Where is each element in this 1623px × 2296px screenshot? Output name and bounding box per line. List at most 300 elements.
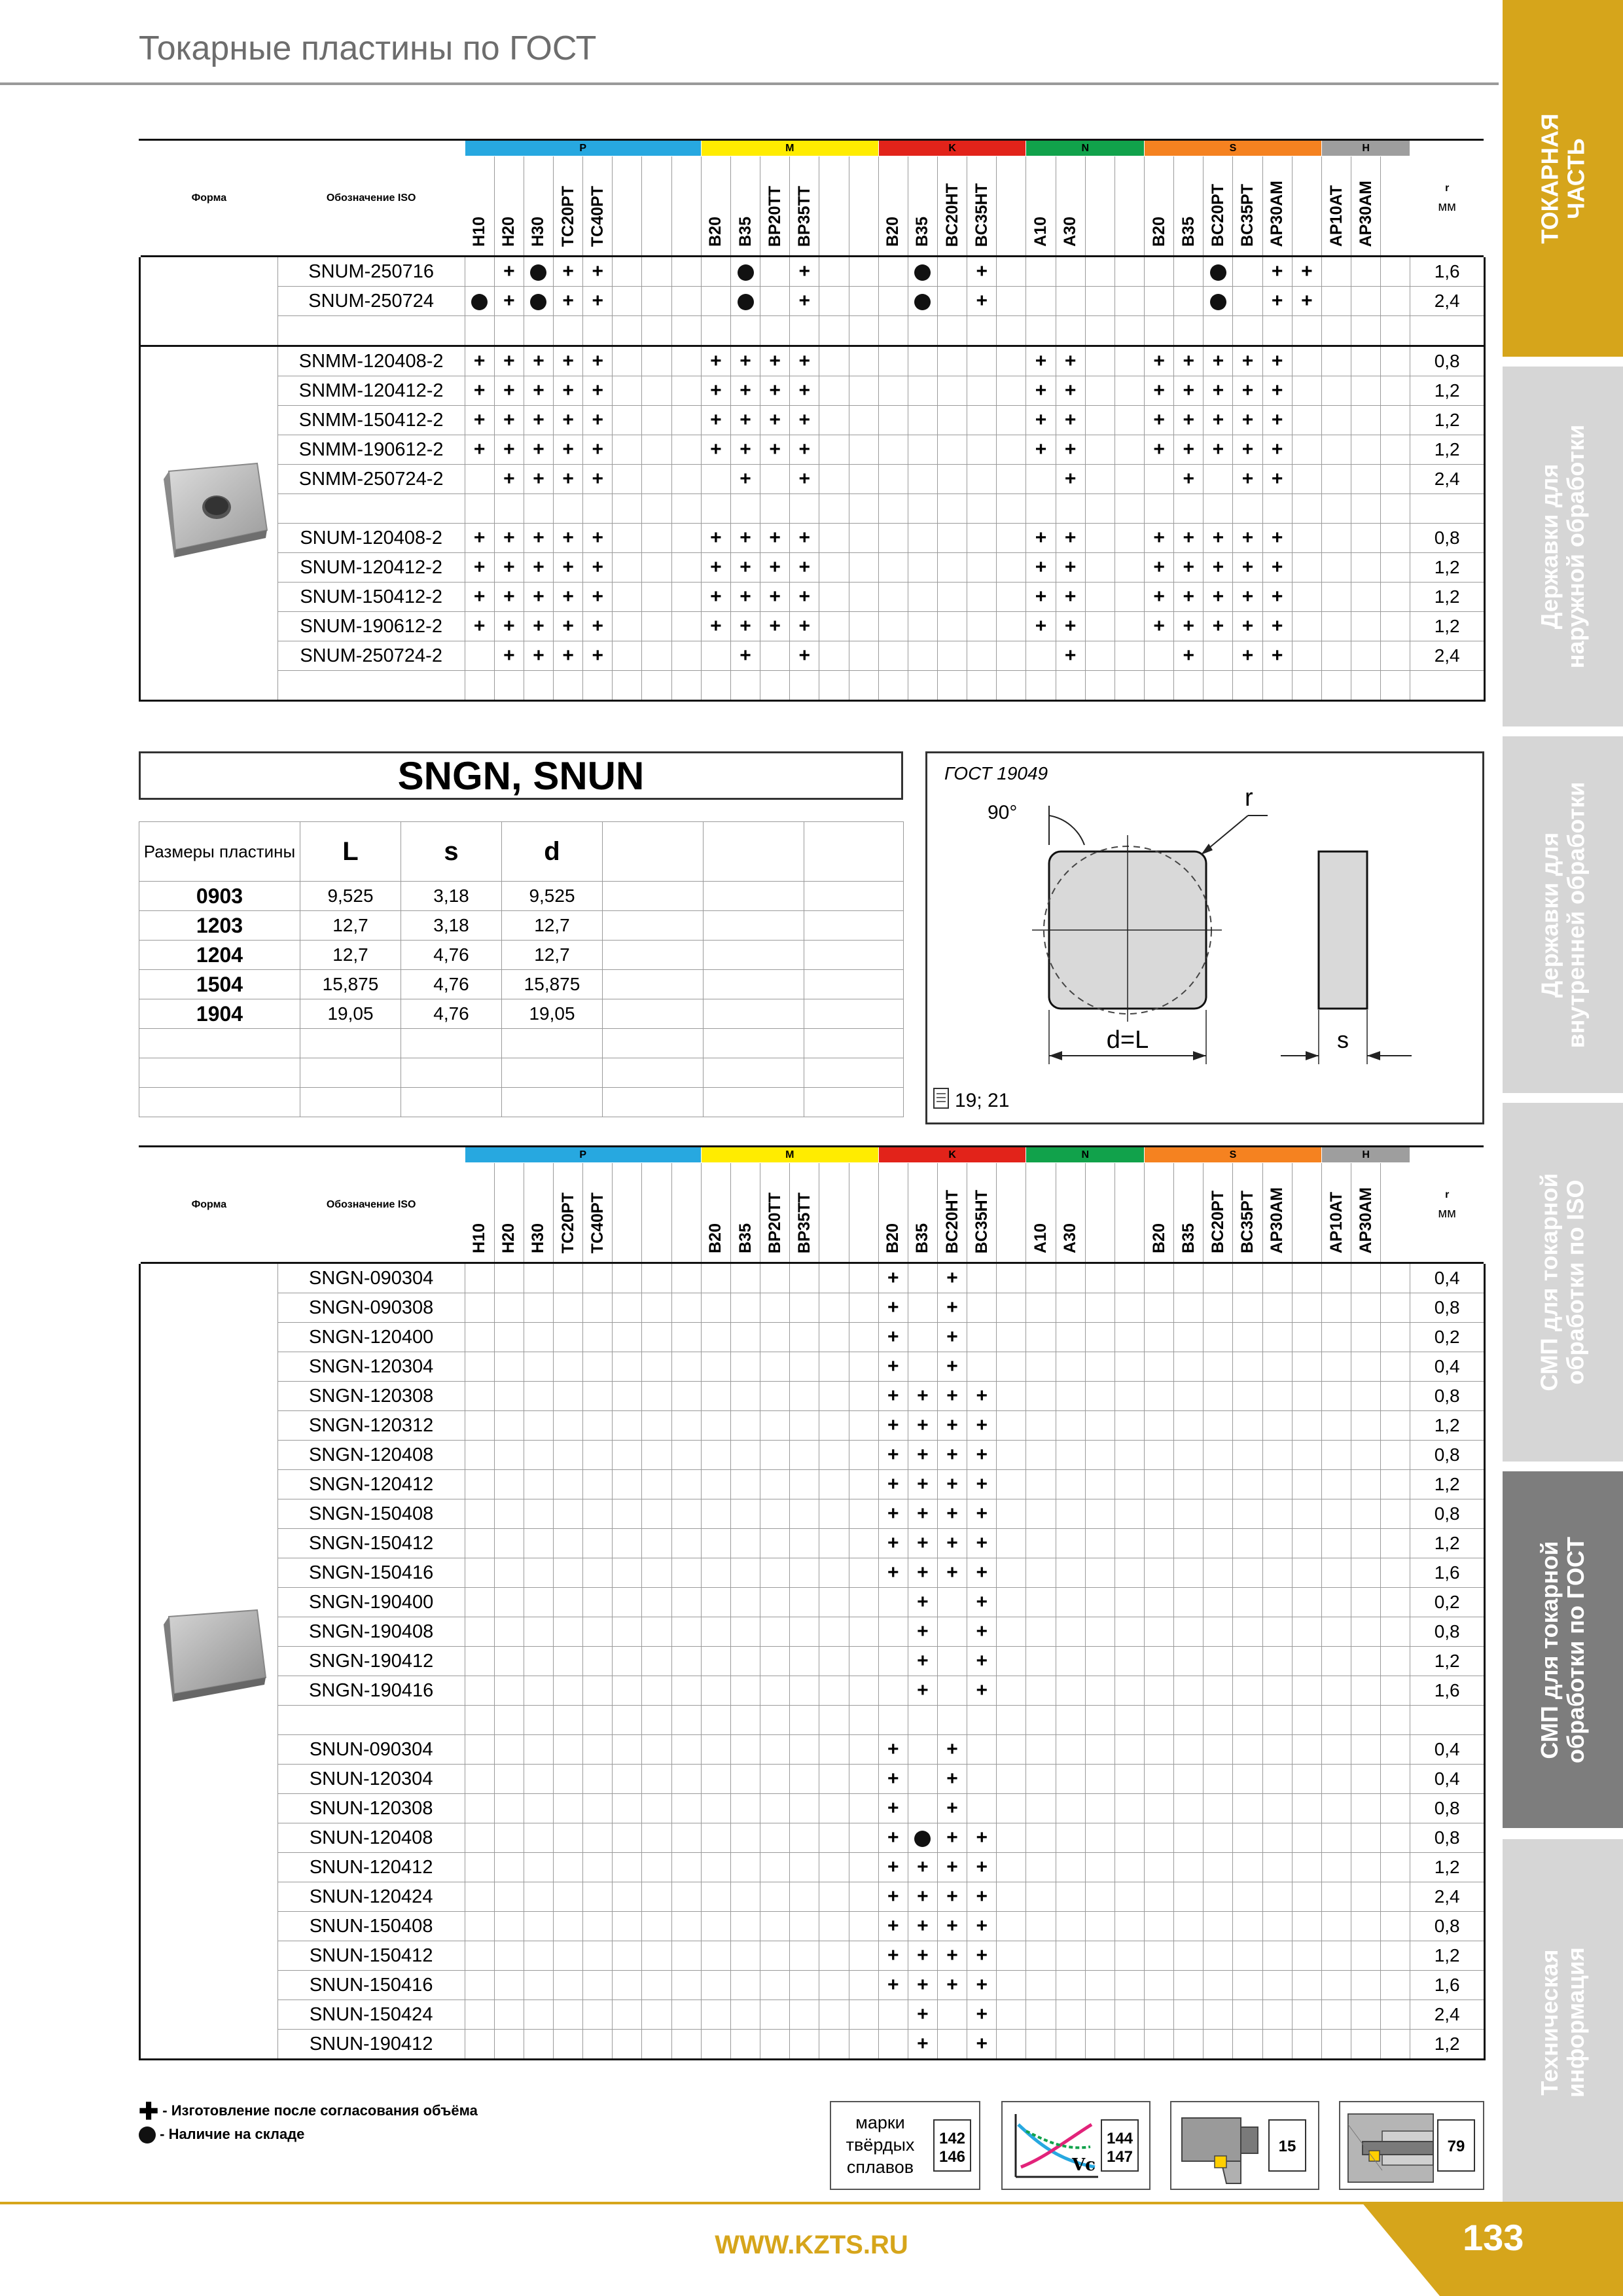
- grade-cell: [583, 406, 613, 435]
- grade-cell: [908, 465, 937, 494]
- grade-cell: [583, 1411, 613, 1441]
- grade-cell: [967, 1823, 997, 1853]
- grade-cell: [1145, 1941, 1174, 1971]
- grade-cell: [671, 287, 701, 316]
- grade-cell: [1056, 612, 1085, 641]
- grade-cell: [1321, 257, 1351, 287]
- grade-cell: [1174, 1971, 1204, 2000]
- grade-cell: [701, 1558, 730, 1588]
- grade-cell: [967, 1912, 997, 1941]
- grade-cell: [642, 1735, 671, 1765]
- grade-cell: [1115, 1882, 1144, 1912]
- grade-cell: [1233, 257, 1262, 287]
- grade-column-header: BP20TT: [760, 156, 790, 257]
- grade-cell: [642, 1382, 671, 1411]
- grade-cell: [524, 1499, 553, 1529]
- grade-cell: [1233, 316, 1262, 346]
- radius-value: 1,2: [1410, 583, 1485, 612]
- grade-cell: [613, 1499, 642, 1529]
- made-to-order-mark: +: [562, 645, 574, 666]
- dim-value: [603, 999, 704, 1029]
- grade-cell: [554, 1853, 583, 1882]
- grade-cell: [1145, 2030, 1174, 2060]
- grade-cell: [1026, 1765, 1056, 1794]
- grade-cell: [1321, 1323, 1351, 1352]
- grade-cell: [730, 553, 760, 583]
- grade-cell: [465, 671, 494, 701]
- radius-value: 0,8: [1410, 1441, 1485, 1470]
- grade-cell: [1204, 1382, 1233, 1411]
- grade-cell: [1381, 465, 1410, 494]
- made-to-order-mark: +: [740, 380, 751, 401]
- grade-cell: [908, 1912, 937, 1941]
- grade-cell: [671, 1588, 701, 1617]
- grade-cell: [1174, 435, 1204, 465]
- grade-cell: [938, 1735, 967, 1765]
- made-to-order-mark: +: [976, 1444, 988, 1465]
- dim-header: [704, 822, 804, 882]
- made-to-order-mark: +: [710, 527, 722, 548]
- made-to-order-mark: +: [976, 290, 988, 312]
- grade-cell: [908, 1794, 937, 1823]
- grade-cell: [1292, 346, 1321, 376]
- grade-column-header: [1085, 1163, 1115, 1263]
- radius-value: 0,8: [1410, 1794, 1485, 1823]
- grade-cell: [642, 553, 671, 583]
- grade-cell: [1262, 406, 1292, 435]
- grade-cell: [908, 2000, 937, 2030]
- made-to-order-mark: +: [917, 1945, 929, 1966]
- made-to-order-mark: +: [946, 1945, 958, 1966]
- grade-cell: [465, 406, 494, 435]
- grade-cell: [1262, 435, 1292, 465]
- dim-value: [804, 1058, 904, 1088]
- grade-cell: [1381, 494, 1410, 524]
- grade-cell: [967, 641, 997, 671]
- made-to-order-mark: +: [887, 1886, 899, 1907]
- grade-cell: [819, 1706, 849, 1735]
- grade-cell: [1381, 1912, 1410, 1941]
- made-to-order-mark: +: [1183, 586, 1195, 607]
- grade-cell: [1174, 1853, 1204, 1882]
- grade-cell: [701, 465, 730, 494]
- iso-designation: SNMM-190612-2: [277, 435, 465, 465]
- grade-cell: [938, 524, 967, 553]
- grade-cell: [849, 1263, 878, 1293]
- grade-cell: [760, 2000, 790, 2030]
- grade-cell: [997, 1971, 1026, 2000]
- made-to-order-mark: +: [1035, 439, 1047, 460]
- grade-cell: [1381, 1941, 1410, 1971]
- grade-cell: [1233, 1441, 1262, 1470]
- grade-column-header: AP30AM: [1262, 156, 1292, 257]
- radius-value: 1,2: [1410, 553, 1485, 583]
- grade-cell: [465, 1558, 494, 1588]
- grade-cell: [938, 1382, 967, 1411]
- grade-column-header: H10: [465, 156, 494, 257]
- grade-cell: [819, 1912, 849, 1941]
- made-to-order-mark: +: [562, 290, 574, 312]
- grade-cell: [1145, 435, 1174, 465]
- grade-cell: [790, 1263, 819, 1293]
- grade-column-header: TC20PT: [554, 156, 583, 257]
- grade-cell: [819, 1676, 849, 1706]
- made-to-order-mark: +: [798, 380, 811, 401]
- group-header-k: K: [878, 140, 1026, 156]
- grade-cell: [583, 435, 613, 465]
- table-row: [140, 1706, 1485, 1735]
- grade-cell: [819, 2030, 849, 2060]
- table-row: [140, 316, 1485, 346]
- grade-cell: [1056, 376, 1085, 406]
- grade-cell: [1115, 1765, 1144, 1794]
- grade-cell: [878, 1735, 908, 1765]
- grade-cell: [908, 1441, 937, 1470]
- grade-cell: [849, 1588, 878, 1617]
- sidebar-tab-2[interactable]: [1503, 367, 1623, 726]
- grade-cell: [583, 1529, 613, 1558]
- grade-cell: [1351, 1912, 1381, 1941]
- iso-designation: SNGN-120412: [277, 1470, 465, 1499]
- grade-cell: [730, 1617, 760, 1647]
- grade-cell: [701, 406, 730, 435]
- grade-column-header: AP10AT: [1321, 1163, 1351, 1263]
- grade-cell: [849, 346, 878, 376]
- grade-cell: [819, 1441, 849, 1470]
- grade-cell: [701, 1263, 730, 1293]
- grade-cell: [701, 2000, 730, 2030]
- grade-cell: [524, 641, 553, 671]
- grade-cell: [938, 612, 967, 641]
- grade-cell: [819, 1941, 849, 1971]
- sidebar-tab-label: Державки для наружной обработки: [1536, 424, 1590, 669]
- grade-cell: [524, 1441, 553, 1470]
- grade-cell: [671, 1676, 701, 1706]
- grade-cell: [819, 583, 849, 612]
- grade-cell: [1145, 1441, 1174, 1470]
- grade-cell: [1381, 1647, 1410, 1676]
- grade-cell: [1115, 1647, 1144, 1676]
- radius-header: r мм: [1410, 140, 1485, 257]
- grade-cell: [908, 376, 937, 406]
- grade-cell: [1381, 1617, 1410, 1647]
- made-to-order-mark: +: [887, 1827, 899, 1848]
- grade-cell: [1026, 1794, 1056, 1823]
- grade-cell: [1085, 435, 1115, 465]
- grade-cell: [494, 1323, 524, 1352]
- grade-cell: [1174, 1470, 1204, 1499]
- grade-cell: [642, 316, 671, 346]
- ref-grades-box[interactable]: [830, 2101, 980, 2190]
- ref-cutting-speed-box[interactable]: [1001, 2101, 1150, 2190]
- grade-cell: [938, 583, 967, 612]
- grade-cell: [1204, 1765, 1233, 1794]
- sidebar-tab-6[interactable]: [1503, 1839, 1623, 2206]
- grade-cell: [465, 641, 494, 671]
- table-row: [140, 1853, 1485, 1882]
- sidebar-tab-1[interactable]: [1503, 0, 1623, 357]
- grade-cell: [938, 1941, 967, 1971]
- grade-cell: [613, 553, 642, 583]
- grade-cell: [730, 1323, 760, 1352]
- made-to-order-mark: +: [740, 556, 751, 578]
- made-to-order-mark: +: [740, 350, 751, 372]
- grade-cell: [494, 1794, 524, 1823]
- grade-cell: [671, 671, 701, 701]
- grade-cell: [1174, 1293, 1204, 1323]
- plus-icon: ✚: [139, 2098, 159, 2125]
- grade-cell: [908, 1352, 937, 1382]
- table-row: [140, 1647, 1485, 1676]
- grade-cell: [878, 406, 908, 435]
- grade-cell: [1381, 1823, 1410, 1853]
- grade-cell: [701, 1823, 730, 1853]
- external-holder-icon: [1175, 2105, 1267, 2190]
- grade-cell: [1056, 641, 1085, 671]
- grade-cell: [1321, 376, 1351, 406]
- grade-cell: [642, 583, 671, 612]
- grade-cell: [938, 257, 967, 287]
- grade-cell: [908, 406, 937, 435]
- dim-value: [401, 1058, 502, 1088]
- grade-cell: [554, 1882, 583, 1912]
- grade-cell: [1351, 1382, 1381, 1411]
- made-to-order-mark: +: [976, 1915, 988, 1937]
- grade-cell: [671, 1499, 701, 1529]
- grade-cell: [967, 346, 997, 376]
- grade-cell: [760, 1765, 790, 1794]
- iso-designation: SNUN-150408: [277, 1912, 465, 1941]
- grade-cell: [1115, 1293, 1144, 1323]
- grade-cell: [1381, 612, 1410, 641]
- table-row: [140, 1499, 1485, 1529]
- grade-cell: [1145, 641, 1174, 671]
- grade-cell: [1262, 465, 1292, 494]
- grade-cell: [1204, 1441, 1233, 1470]
- in-stock-mark: [914, 264, 931, 281]
- grade-cell: [1056, 524, 1085, 553]
- grade-cell: [1233, 1529, 1262, 1558]
- grade-cell: [1145, 1470, 1174, 1499]
- radius-value: 1,2: [1410, 435, 1485, 465]
- grade-cell: [1321, 1293, 1351, 1323]
- grade-cell: [494, 406, 524, 435]
- grade-cell: [1262, 641, 1292, 671]
- forma-cell: [140, 257, 278, 346]
- grade-cell: [671, 2000, 701, 2030]
- grade-cell: [642, 435, 671, 465]
- grade-cell: [1262, 553, 1292, 583]
- radius-value: 1,6: [1410, 1676, 1485, 1706]
- grade-cell: [494, 2000, 524, 2030]
- ref-internal-holder-box[interactable]: [1339, 2101, 1484, 2190]
- made-to-order-mark: +: [562, 556, 574, 578]
- made-to-order-mark: +: [1271, 556, 1283, 578]
- in-stock-dot-icon: [139, 2126, 156, 2144]
- iso-designation: SNUN-120408: [277, 1823, 465, 1853]
- grade-cell: [967, 1441, 997, 1470]
- sidebar-tab-4[interactable]: [1503, 1103, 1623, 1462]
- grade-cell: [671, 1765, 701, 1794]
- grade-column-header: [642, 1163, 671, 1263]
- grade-column-header: BC35HT: [967, 156, 997, 257]
- grade-cell: [967, 612, 997, 641]
- grade-cell: [1085, 612, 1115, 641]
- grade-cell: [997, 1941, 1026, 1971]
- grade-cell: [997, 1411, 1026, 1441]
- grade-cell: [997, 1765, 1026, 1794]
- grade-cell: [465, 1588, 494, 1617]
- grade-cell: [878, 494, 908, 524]
- grade-cell: [819, 1735, 849, 1765]
- grade-cell: [1233, 287, 1262, 316]
- made-to-order-mark: +: [1153, 350, 1165, 372]
- grade-cell: [613, 671, 642, 701]
- grade-cell: [938, 1558, 967, 1588]
- dim-value: 4,76: [401, 999, 502, 1029]
- grade-cell: [1292, 1470, 1321, 1499]
- dim-value: [603, 970, 704, 999]
- grade-cell: [554, 1323, 583, 1352]
- grade-cell: [465, 1853, 494, 1882]
- grade-column-header: B35: [908, 156, 937, 257]
- grade-cell: [642, 1706, 671, 1735]
- grade-cell: [760, 1529, 790, 1558]
- sidebar-tab-3[interactable]: [1503, 736, 1623, 1093]
- grade-cell: [1085, 1676, 1115, 1706]
- made-to-order-mark: +: [1212, 350, 1224, 372]
- made-to-order-mark: +: [976, 1473, 988, 1495]
- made-to-order-mark: +: [740, 468, 751, 490]
- made-to-order-mark: +: [946, 1414, 958, 1436]
- grade-cell: [790, 1647, 819, 1676]
- iso-designation: SNUM-120408-2: [277, 524, 465, 553]
- grade-cell: [849, 1617, 878, 1647]
- grade-cell: [701, 346, 730, 376]
- grade-cell: [1292, 406, 1321, 435]
- grade-cell: [583, 2030, 613, 2060]
- grade-cell: [465, 1794, 494, 1823]
- grade-cell: [1233, 1470, 1262, 1499]
- grade-cell: [938, 1765, 967, 1794]
- grade-cell: [671, 376, 701, 406]
- made-to-order-mark: +: [946, 1444, 958, 1465]
- grade-column-header: TC40PT: [583, 1163, 613, 1263]
- website-link[interactable]: WWW.KZTS.RU: [715, 2231, 908, 2259]
- made-to-order-mark: +: [946, 1503, 958, 1524]
- grade-cell: [1351, 524, 1381, 553]
- grade-cell: [1026, 671, 1056, 701]
- grade-cell: [1085, 406, 1115, 435]
- grade-cell: [1174, 612, 1204, 641]
- made-to-order-mark: +: [917, 1473, 929, 1495]
- grade-cell: [1204, 583, 1233, 612]
- dim-value: [704, 941, 804, 970]
- grade-cell: [554, 287, 583, 316]
- grade-cell: [938, 346, 967, 376]
- grade-cell: [730, 257, 760, 287]
- grade-cell: [465, 376, 494, 406]
- document-icon: [934, 1088, 948, 1108]
- grade-cell: [997, 2000, 1026, 2030]
- grade-cell: [494, 1882, 524, 1912]
- grade-cell: [1233, 583, 1262, 612]
- grade-cell: [1174, 1441, 1204, 1470]
- grade-cell: [1145, 1765, 1174, 1794]
- ref-external-holder-box[interactable]: [1170, 2101, 1319, 2190]
- table-row: [140, 1617, 1485, 1647]
- dim-value: [502, 1029, 603, 1058]
- grade-cell: [1262, 1441, 1292, 1470]
- grade-cell: [1381, 257, 1410, 287]
- grade-cell: [1233, 1676, 1262, 1706]
- made-to-order-mark: +: [592, 409, 604, 431]
- made-to-order-mark: +: [1153, 409, 1165, 431]
- grade-cell: [613, 1676, 642, 1706]
- made-to-order-mark: +: [503, 409, 515, 431]
- grade-cell: [878, 2000, 908, 2030]
- grade-cell: [494, 1912, 524, 1941]
- grade-cell: [1115, 641, 1144, 671]
- grade-cell: [1381, 1382, 1410, 1411]
- grade-cell: [1145, 1588, 1174, 1617]
- grade-cell: [849, 1293, 878, 1323]
- grade-cell: [701, 1882, 730, 1912]
- grade-cell: [1204, 1941, 1233, 1971]
- radius-value: 0,8: [1410, 1823, 1485, 1853]
- grade-cell: [849, 1853, 878, 1882]
- dim-value: [804, 911, 904, 941]
- made-to-order-mark: +: [1212, 439, 1224, 460]
- grade-cell: [583, 1735, 613, 1765]
- grade-cell: [1085, 1352, 1115, 1382]
- grade-cell: [1026, 1971, 1056, 2000]
- grade-cell: [1056, 1971, 1085, 2000]
- grade-cell: [997, 1470, 1026, 1499]
- made-to-order-mark: +: [887, 1297, 899, 1318]
- made-to-order-mark: +: [533, 527, 544, 548]
- grade-cell: [1204, 1323, 1233, 1352]
- grade-cell: [671, 1735, 701, 1765]
- grade-cell: [1292, 1912, 1321, 1941]
- made-to-order-mark: +: [769, 409, 781, 431]
- grade-cell: [760, 1470, 790, 1499]
- made-to-order-mark: +: [917, 1679, 929, 1701]
- grade-cell: [1115, 1441, 1144, 1470]
- grade-cell: [1381, 1293, 1410, 1323]
- sidebar-tab-5[interactable]: [1503, 1471, 1623, 1828]
- grade-cell: [701, 1323, 730, 1352]
- grade-cell: [819, 1647, 849, 1676]
- grade-cell: [494, 1441, 524, 1470]
- made-to-order-mark: +: [887, 1444, 899, 1465]
- table-row: [140, 641, 1485, 671]
- grade-cell: [671, 465, 701, 494]
- iso-designation: SNGN-090308: [277, 1293, 465, 1323]
- grade-cell: [1204, 671, 1233, 701]
- grade-column-header: TC20PT: [554, 1163, 583, 1263]
- grade-cell: [671, 583, 701, 612]
- grade-column-header: [819, 1163, 849, 1263]
- grade-column-header: BC20PT: [1204, 1163, 1233, 1263]
- grade-cell: [730, 671, 760, 701]
- grade-cell: [997, 346, 1026, 376]
- grade-cell: [671, 1941, 701, 1971]
- made-to-order-mark: +: [1183, 468, 1195, 490]
- grade-cell: [849, 1765, 878, 1794]
- grade-cell: [1321, 1558, 1351, 1588]
- grade-cell: [494, 1558, 524, 1588]
